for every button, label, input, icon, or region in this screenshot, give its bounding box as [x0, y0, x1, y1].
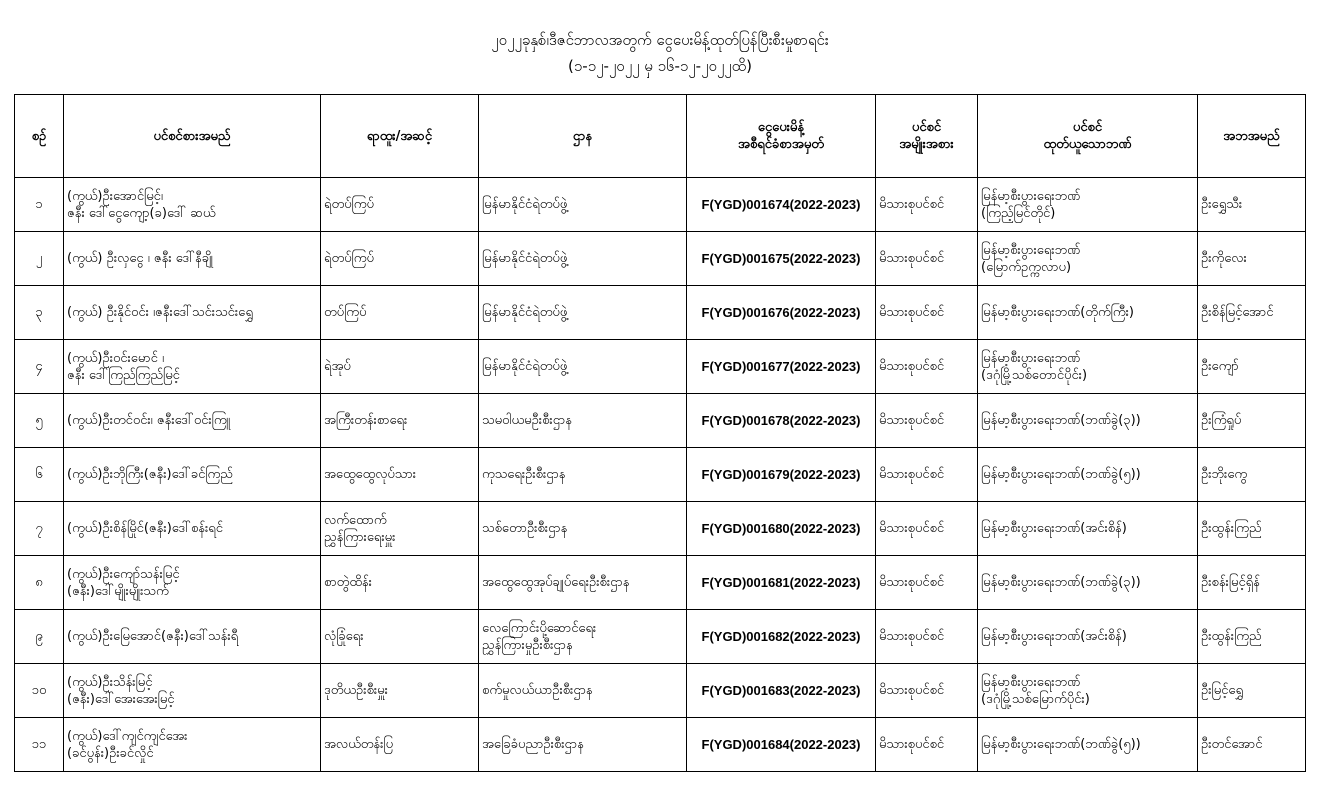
table-row [15, 232, 1306, 286]
header-father-name: အဘအမည် [1198, 95, 1306, 178]
cell-father-name: ဦးကြံရှုပ် [1198, 394, 1306, 448]
cell-serial: ၃ [15, 286, 64, 340]
cell-rank: ဒုတိယဦးစီးမှူး [321, 664, 479, 718]
cell-rank: လုံခြုံရေး [321, 610, 479, 664]
cell-rank: ရဲတပ်ကြပ် [321, 178, 479, 232]
cell-department: သစ်တောဦးစီးဌာန [479, 502, 687, 556]
table-row [15, 664, 1306, 718]
cell-pensioner-name: (ကွယ်) ဦးနိုင်ဝင်း ၊ဇနီးဒေါ်သင်းသင်းရွှေ [64, 286, 321, 340]
cell-bank: မြန်မာ့စီးပွားရေးဘဏ်(ဘဏ်ခွဲ(၃)) [978, 556, 1198, 610]
document-period: (၁-၁၂-၂၀၂၂ မှ ၁၆-၁၂-၂၀၂၂ထိ) [568, 57, 752, 75]
cell-bank: မြန်မာ့စီးပွားရေးဘဏ်(ဘဏ်ခွဲ(၅)) [978, 718, 1198, 772]
cell-father-name: ဦးကျော် [1198, 340, 1306, 394]
cell-father-name: ဦးထွန်းကြည် [1198, 502, 1306, 556]
cell-pensioner-name: (ကွယ်)ဦးဘိုကြီး(ဇနီး)ဒေါ်ခင်ကြည် [64, 448, 321, 502]
header-bank: ပင်စင် ထုတ်ယူသောဘဏ် [978, 95, 1198, 178]
cell-permit-number: F(YGD)001679(2022-2023) [687, 448, 876, 502]
cell-permit-number: F(YGD)001680(2022-2023) [687, 502, 876, 556]
cell-pension-type: မိသားစုပင်စင် [876, 610, 978, 664]
cell-pension-type: မိသားစုပင်စင် [876, 664, 978, 718]
cell-father-name: ဦးတင်အောင် [1198, 718, 1306, 772]
cell-pension-type: မိသားစုပင်စင် [876, 286, 978, 340]
cell-serial: ၈ [15, 556, 64, 610]
cell-rank: ရဲအုပ် [321, 340, 479, 394]
cell-bank: မြန်မာ့စီးပွားရေးဘဏ် (ကြည့်မြင်တိုင်) [978, 178, 1198, 232]
cell-pensioner-name: (ကွယ်)ဦးမြေအောင်(ဇနီး)ဒေါ်သန်းရီ [64, 610, 321, 664]
cell-permit-number: F(YGD)001675(2022-2023) [687, 232, 876, 286]
cell-department: အထွေထွေအုပ်ချုပ်ရေးဦးစီးဌာန [479, 556, 687, 610]
cell-rank: အလယ်တန်းပြ [321, 718, 479, 772]
cell-serial: ၂ [15, 232, 64, 286]
table-row [15, 340, 1306, 394]
header-department: ဌာန [479, 95, 687, 178]
cell-rank: လက်ထောက် ညွှန်ကြားရေးမှူး [321, 502, 479, 556]
header-pension-type: ပင်စင် အမျိုးအစား [876, 95, 978, 178]
cell-department: စက်မှုလယ်ယာဦးစီးဌာန [479, 664, 687, 718]
header-row [15, 95, 1306, 178]
cell-permit-number: F(YGD)001684(2022-2023) [687, 718, 876, 772]
cell-pension-type: မိသားစုပင်စင် [876, 718, 978, 772]
cell-pensioner-name: (ကွယ်)ဒေါ်ကျင်ကျင်အေး (ခင်ပွန်း)ဦးခင်လှိုင် [64, 718, 321, 772]
cell-permit-number: F(YGD)001677(2022-2023) [687, 340, 876, 394]
table-row [15, 556, 1306, 610]
cell-permit-number: F(YGD)001678(2022-2023) [687, 394, 876, 448]
cell-pensioner-name: (ကွယ်)ဦးအောင်မြင့်၊ ဇနီး ဒေါ်ငွေကျော့(ခ)ဒေါ် ဆယ် [64, 178, 321, 232]
cell-pension-type: မိသားစုပင်စင် [876, 502, 978, 556]
cell-permit-number: F(YGD)001676(2022-2023) [687, 286, 876, 340]
cell-department: မြန်မာနိုင်ငံရဲတပ်ဖွဲ့ [479, 340, 687, 394]
cell-father-name: ဦးစိန်မြင့်အောင် [1198, 286, 1306, 340]
cell-father-name: ဦးစန်းမြင့်ရှိန် [1198, 556, 1306, 610]
header-pensioner-name: ပင်စင်စားအမည် [64, 95, 321, 178]
cell-serial: ၄ [15, 340, 64, 394]
cell-rank: အထွေထွေလုပ်သား [321, 448, 479, 502]
cell-serial: ၉ [15, 610, 64, 664]
cell-pension-type: မိသားစုပင်စင် [876, 394, 978, 448]
cell-bank: မြန်မာ့စီးပွားရေးဘဏ် (ဒဂုံမြို့သစ်မြောက်ပိုင်း) [978, 664, 1198, 718]
cell-father-name: ဦးဘိုးကွေ [1198, 448, 1306, 502]
table-row [15, 286, 1306, 340]
cell-permit-number: F(YGD)001683(2022-2023) [687, 664, 876, 718]
table-row [15, 502, 1306, 556]
cell-serial: ၅ [15, 394, 64, 448]
cell-bank: မြန်မာ့စီးပွားရေးဘဏ်(ဘဏ်ခွဲ(၅)) [978, 448, 1198, 502]
cell-rank: တပ်ကြပ် [321, 286, 479, 340]
cell-department: မြန်မာနိုင်ငံရဲတပ်ဖွဲ့ [479, 286, 687, 340]
cell-permit-number: F(YGD)001682(2022-2023) [687, 610, 876, 664]
cell-bank: မြန်မာ့စီးပွားရေးဘဏ်(အင်းစိန်) [978, 502, 1198, 556]
table-row [15, 448, 1306, 502]
cell-rank: ရဲတပ်ကြပ် [321, 232, 479, 286]
cell-pension-type: မိသားစုပင်စင် [876, 556, 978, 610]
cell-rank: စာတွဲထိန်း [321, 556, 479, 610]
table-row [15, 718, 1306, 772]
cell-department: ကုသရေးဦးစီးဌာန [479, 448, 687, 502]
cell-serial: ၁၀ [15, 664, 64, 718]
cell-pensioner-name: (ကွယ်)ဦးသိန်းမြင့် (ဇနီး)ဒေါ်အေးအေးမြင့် [64, 664, 321, 718]
cell-department: သမဝါယမဦးစီးဌာန [479, 394, 687, 448]
cell-serial: ၁ [15, 178, 64, 232]
cell-serial: ၁၁ [15, 718, 64, 772]
document-title: ၂၀၂၂ခုနှစ်၊ဒီဇင်ဘာလအတွက် ငွေပေးမိန့်ထုတ်ပြန်ပြီးစီးမှုစာရင်း [491, 31, 829, 49]
cell-bank: မြန်မာ့စီးပွားရေးဘဏ် (ဒဂုံမြို့သစ်တောင်ပိုင်း) [978, 340, 1198, 394]
table-row [15, 394, 1306, 448]
cell-pensioner-name: (ကွယ်)ဦးစိန်မြိုင်(ဇနီး)ဒေါ်စန်းရင် [64, 502, 321, 556]
cell-bank: မြန်မာ့စီးပွားရေးဘဏ်(အင်းစိန်) [978, 610, 1198, 664]
cell-department: လေကြောင်းပို့ဆောင်ရေး ညွှန်ကြားမှုဦးစီးဌာန [479, 610, 687, 664]
cell-bank: မြန်မာ့စီးပွားရေးဘဏ်(ဘဏ်ခွဲ(၃)) [978, 394, 1198, 448]
cell-pensioner-name: (ကွယ်)ဦးကျော်သန်းမြင့် (ဇနီး)ဒေါ်မျိုးမျိုးသက် [64, 556, 321, 610]
cell-department: မြန်မာနိုင်ငံရဲတပ်ဖွဲ့ [479, 232, 687, 286]
cell-bank: မြန်မာ့စီးပွားရေးဘဏ် (မြောက်ဥက္ကလာပ) [978, 232, 1198, 286]
header-serial: စဉ် [15, 95, 64, 178]
cell-pension-type: မိသားစုပင်စင် [876, 340, 978, 394]
cell-pension-type: မိသားစုပင်စင် [876, 448, 978, 502]
table-row [15, 610, 1306, 664]
cell-department: မြန်မာနိုင်ငံရဲတပ်ဖွဲ့ [479, 178, 687, 232]
pension-register-table [14, 94, 1306, 772]
cell-department: အခြေခံပညာဦးစီးဌာန [479, 718, 687, 772]
cell-father-name: ဦးမြင့်ရွှေ [1198, 664, 1306, 718]
cell-pension-type: မိသားစုပင်စင် [876, 178, 978, 232]
cell-father-name: ဦးရွှေသီး [1198, 178, 1306, 232]
cell-rank: အကြီးတန်းစာရေး [321, 394, 479, 448]
cell-bank: မြန်မာ့စီးပွားရေးဘဏ်(တိုက်ကြီး) [978, 286, 1198, 340]
cell-serial: ၇ [15, 502, 64, 556]
cell-father-name: ဦးထွန်းကြည် [1198, 610, 1306, 664]
cell-pension-type: မိသားစုပင်စင် [876, 232, 978, 286]
cell-permit-number: F(YGD)001674(2022-2023) [687, 178, 876, 232]
cell-serial: ၆ [15, 448, 64, 502]
table-row [15, 178, 1306, 232]
cell-pensioner-name: (ကွယ်)ဦးဝင်းမောင် ၊ ဇနီး ဒေါ်ကြည်ကြည်မြင့် [64, 340, 321, 394]
header-rank: ရာထူး/အဆင့် [321, 95, 479, 178]
cell-pensioner-name: (ကွယ်) ဦးလှငွေ ၊ ဇနီး ဒေါ်နီချို [64, 232, 321, 286]
cell-father-name: ဦးကိုလေး [1198, 232, 1306, 286]
cell-permit-number: F(YGD)001681(2022-2023) [687, 556, 876, 610]
cell-pensioner-name: (ကွယ်)ဦးတင်ဝင်း၊ ဇနီးဒေါ်ဝင်းကြူ [64, 394, 321, 448]
header-permit-number: ငွေပေးမိန့် အစီရင်ခံစာအမှတ် [687, 95, 876, 178]
